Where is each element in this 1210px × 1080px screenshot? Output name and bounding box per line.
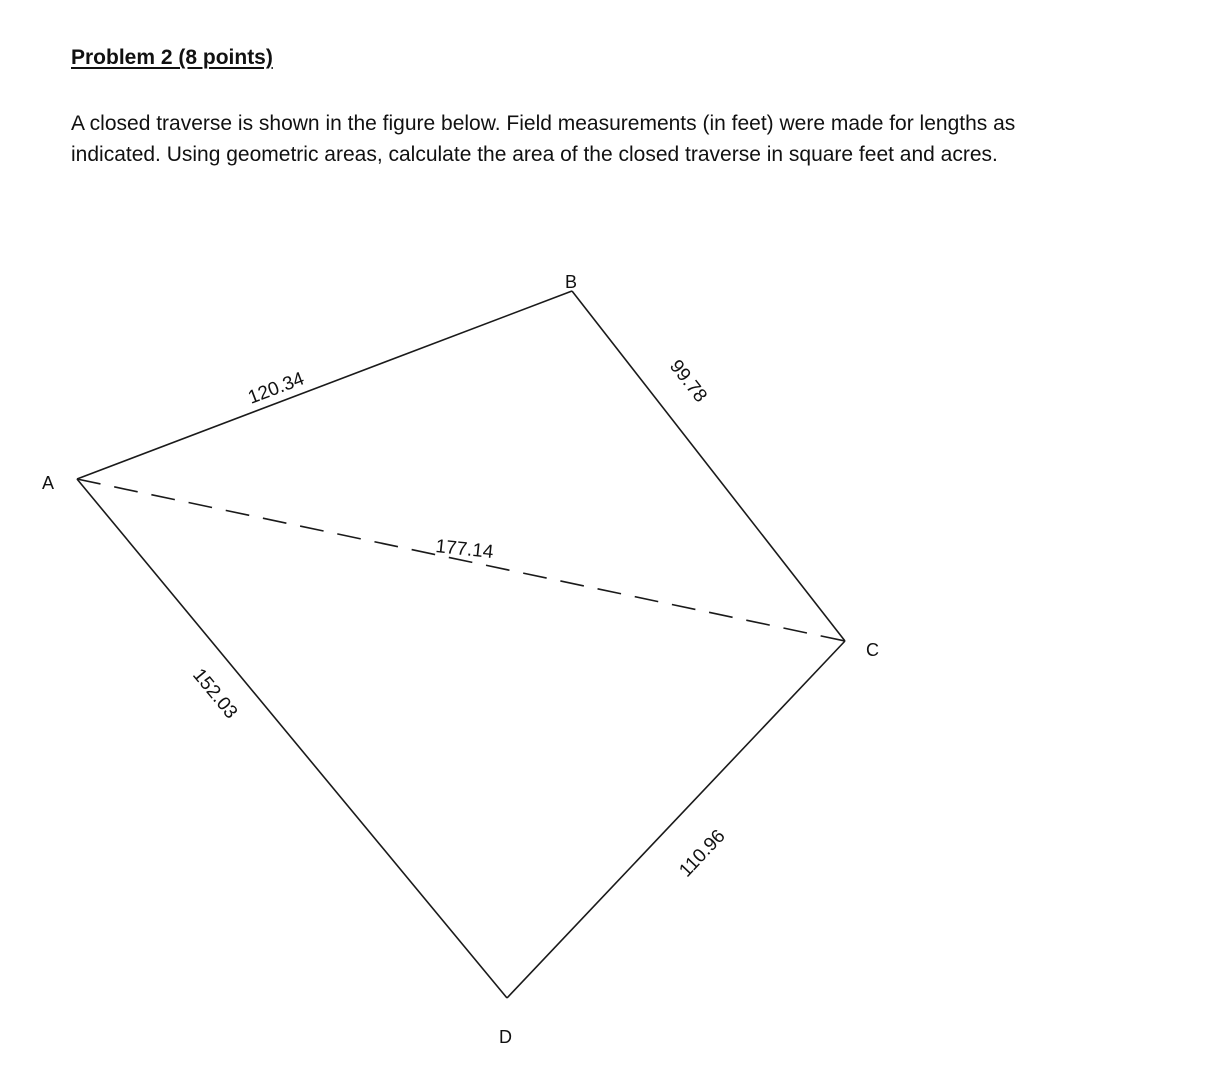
vertex-label-b: B xyxy=(565,272,578,292)
length-label-da: 152.03 xyxy=(188,664,242,723)
length-label-ac: 177.14 xyxy=(434,536,495,564)
problem-statement: A closed traverse is shown in the figure below. Field measurements (in feet) were made for lengths as indicated. Using geometric areas, calculate the area of the closed traverse in square feet and acres. xyxy=(71,112,1016,166)
edge-cd xyxy=(507,641,845,998)
diagonal-ac xyxy=(77,479,845,641)
vertex-label-d: D xyxy=(499,1027,512,1047)
vertex-label-a: A xyxy=(42,473,55,493)
edge-bc xyxy=(572,291,845,641)
length-label-bc: 99.78 xyxy=(665,356,711,407)
vertex-label-c: C xyxy=(866,640,879,660)
length-label-cd: 110.96 xyxy=(675,825,730,882)
length-label-ab: 120.34 xyxy=(245,368,308,409)
edge-ab xyxy=(77,291,572,479)
problem-title: Problem 2 (8 points) xyxy=(71,46,273,69)
